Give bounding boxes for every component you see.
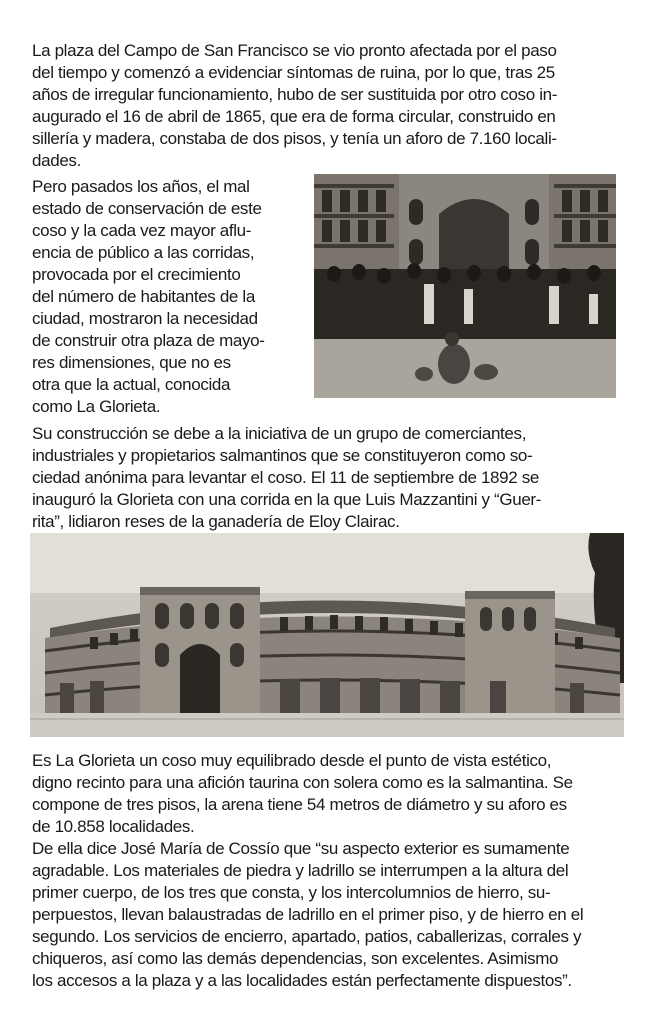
text-line: chiqueros, así como las demás dependencias, son excelentes. Asimismo <box>32 949 559 968</box>
text-line: de 10.858 localidades. <box>32 817 195 836</box>
text-line: La plaza del Campo de San Francisco se vio pronto afectada por el paso <box>32 41 557 60</box>
text-line: de construir otra plaza de mayo- <box>32 331 265 350</box>
text-line: inauguró la Glorieta con una corrida en la que Luis Mazzantini y “Guer- <box>32 490 542 509</box>
text-line: años de irregular funcionamiento, hubo de ser sustituida por otro coso in- <box>32 85 558 104</box>
text-line: del número de habitantes de la <box>32 287 255 306</box>
text-line: agradable. Los materiales de piedra y ladrillo se interrumpen a la altura del <box>32 861 569 880</box>
paragraph-construction <box>32 423 622 533</box>
text-line: compone de tres pisos, la arena tiene 54 metros de diámetro y su aforo es <box>32 795 567 814</box>
text-line: provocada por el crecimiento <box>32 265 241 284</box>
text-line: encia de público a las corridas, <box>32 243 255 262</box>
text-line: res dimensiones, que no es <box>32 353 231 372</box>
text-line: perpuestos, llevan balaustradas de ladrillo en el primer piso, y de hierro en el <box>32 905 584 924</box>
text-line: ciedad anónima para levantar el coso. El 11 de septiembre de 1892 se <box>32 468 540 487</box>
paragraph-old-plaza-history <box>32 40 622 172</box>
text-line: Es La Glorieta un coso muy equilibrado desde el punto de vista estético, <box>32 751 552 770</box>
text-line: los accesos a la plaza y a las localidades están perfectamente dispuestos”. <box>32 971 572 990</box>
text-line: De ella dice José María de Cossío que “su aspecto exterior es sumamente <box>32 839 570 858</box>
text-line: ciudad, mostraron la necesidad <box>32 309 258 328</box>
text-line: primer cuerpo, de los tres que consta, y los intercolumnios de hierro, su- <box>32 883 551 902</box>
text-line: coso y la cada vez mayor aflu- <box>32 221 252 240</box>
text-line: digno recinto para una afición taurina con solera como es la salmantina. Se <box>32 773 573 792</box>
text-line: Su construcción se debe a la iniciativa de un grupo de comerciantes, <box>32 424 527 443</box>
text-line: sillería y madera, constaba de dos pisos, y tenía un aforo de 7.160 locali- <box>32 129 557 148</box>
historic-photo-la-glorieta-exterior <box>30 533 624 737</box>
text-line: rita”, lidiaron reses de la ganadería de Eloy Clairac. <box>32 512 400 531</box>
text-line: como La Glorieta. <box>32 397 161 416</box>
text-line: del tiempo y comenzó a evidenciar síntomas de ruina, por lo que, tras 25 <box>32 63 555 82</box>
text-line: otra que la actual, conocida <box>32 375 231 394</box>
text-line: segundo. Los servicios de encierro, apartado, patios, caballerizas, corrales y <box>32 927 582 946</box>
text-line: augurado el 16 de abril de 1865, que era de forma circular, construido en <box>32 107 556 126</box>
text-line: estado de conservación de este <box>32 199 262 218</box>
paragraph-description <box>32 750 632 992</box>
text-line: industriales y propietarios salmantinos que se constituyeron como so- <box>32 446 533 465</box>
paragraph-need-new-plaza <box>32 176 302 418</box>
text-line: dades. <box>32 151 81 170</box>
text-line: Pero pasados los años, el mal <box>32 177 250 196</box>
historic-photo-crowd-at-entrance <box>314 174 616 398</box>
